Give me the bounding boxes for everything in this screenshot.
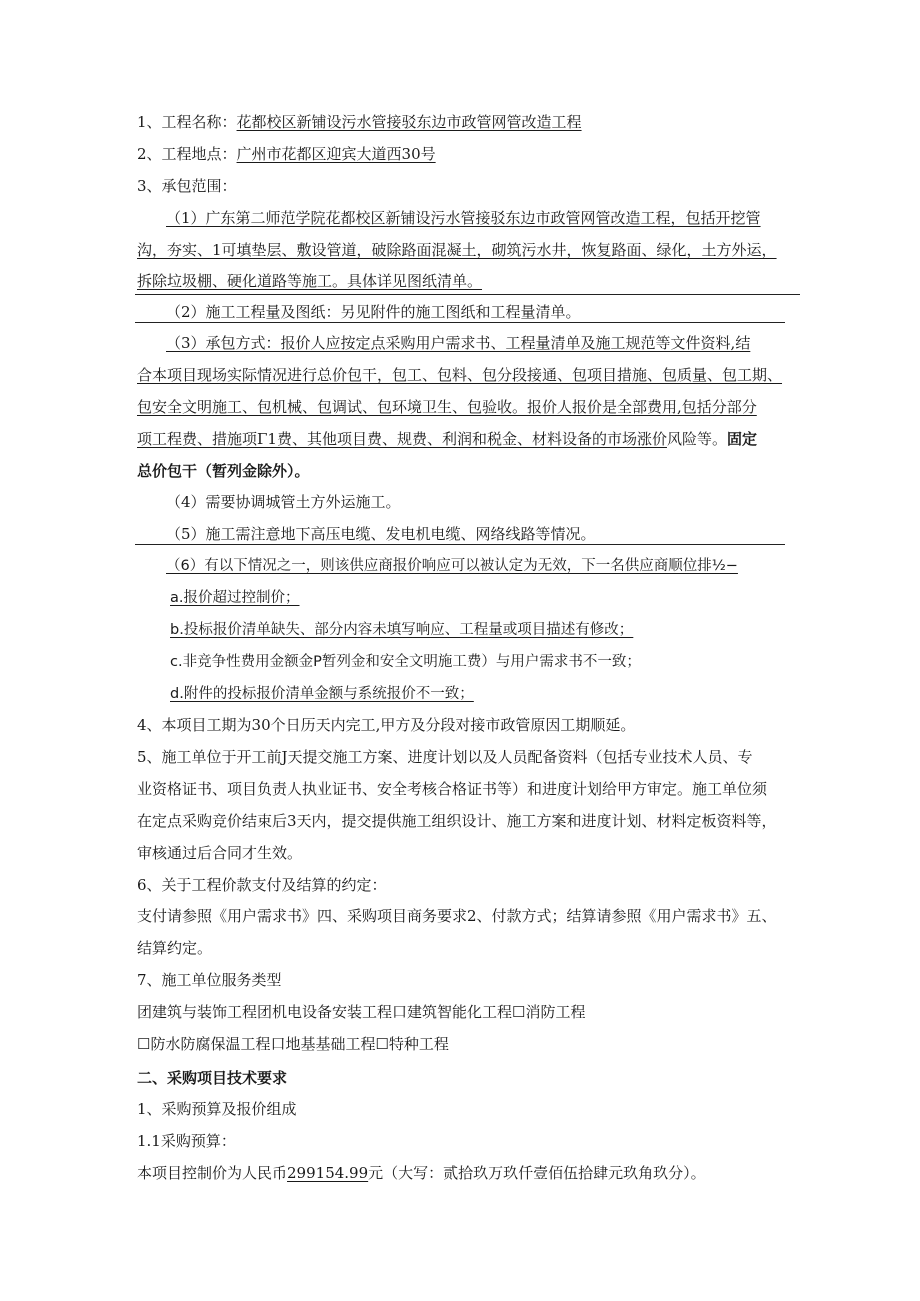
scope-p3-line4 xyxy=(137,429,757,449)
item-plan-line1: 5、施工单位于开工前J天提交施工方案、进度计划以及人员配备资料（包括专业技术人员、专 xyxy=(137,748,753,766)
underline-rule xyxy=(135,294,800,295)
budget-amount: 299154.99 xyxy=(287,1164,369,1182)
scope-p6b: b.投标报价清单缺失、部分内容未填写响应、工程量或项目描述有修改； xyxy=(170,622,634,638)
item-plan-line4: 审核通过后合同才生效。 xyxy=(137,844,303,862)
item-scope-title: 3、承包范围： xyxy=(137,177,237,195)
scope-p3-bold2: 总价包干（暂列金除外）。 xyxy=(137,462,310,480)
item-plan-line3: 在定点采购竞价结束后3天内，提交提供施工组织设计、施工方案和进度计划、材料定板资料等， xyxy=(137,812,777,830)
budget-statement xyxy=(137,1163,706,1183)
budget-prefix: 本项目控制价为人民币 xyxy=(137,1164,288,1182)
scope-p3-line2: 合本项目现场实际情况进行总价包干，包工、包料、包分段接通、包项目措施、包质量、包工期、 xyxy=(137,366,783,384)
budget-suffix: 元（大写：贰拾玖万玖仟壹佰伍拾肆元玖角玖分）。 xyxy=(368,1164,706,1182)
item-project-name xyxy=(137,112,582,132)
item-project-name-value: 花都校区新铺设污水管接驳东边市政管网管改造工程 xyxy=(236,113,582,131)
budget-subsubheading: 1.1采购预算： xyxy=(137,1132,236,1150)
scope-p6a: a.报价超过控制价； xyxy=(170,590,300,606)
item-plan-line2: 业资格证书、项目负责人执业证书、安全考核合格证书等）和进度计划给甲方审定。施工单位须 xyxy=(137,780,768,798)
item-project-location xyxy=(137,144,436,164)
item-project-location-value: 广州市花都区迎宾大道西30号 xyxy=(236,145,436,163)
service-type-row2: ☐防水防腐保温工程口地基基础工程☐特种工程 xyxy=(137,1035,449,1053)
scope-p1-line2: 沟，夯实、1可填垫层、敷设管道，破除路面混凝土，砌筑污水井，恢复路面、绿化，土方外运， xyxy=(137,241,777,259)
item-duration: 4、本项目工期为30个日历天内完工,甲方及分段对接市政管原因工期顺延。 xyxy=(137,716,636,734)
underline-rule xyxy=(135,544,785,545)
item-payment-line1: 支付请参照《用户需求书》四、采购项目商务要求2、付款方式；结算请参照《用户需求书》五、 xyxy=(137,907,777,925)
scope-p5: （5）施工需注意地下高压电缆、发电机电缆、网络线路等情况。 xyxy=(166,525,596,543)
scope-p4: （4）需要协调城管土方外运施工。 xyxy=(166,493,401,511)
service-type-row1: 团建筑与装饰工程团机电设备安装工程口建筑智能化工程☐消防工程 xyxy=(137,1003,586,1021)
scope-p3-bold1: 固定 xyxy=(726,430,757,448)
scope-p3-tail: 风险等。 xyxy=(666,430,727,448)
section-heading: 二、采购项目技术要求 xyxy=(137,1069,288,1087)
item-project-name-label: 1、工程名称： xyxy=(137,113,237,131)
scope-p2: （2）施工工程量及图纸：另见附件的施工图纸和工程量清单。 xyxy=(166,303,581,321)
underline-rule xyxy=(135,322,785,323)
scope-p3-line3: 包安全文明施工、包机械、包调试、包环境卫生、包验收。报价人报价是全部费用,包括分部分 xyxy=(137,398,757,416)
scope-p3-line1: （3）承包方式：报价人应按定点采购用户需求书、工程量清单及施工规范等文件资料,结 xyxy=(166,334,751,352)
scope-p3-line4-text: 项工程费、措施项Γ1费、其他项目费、规费、利润和税金、材料设备的市场涨价 xyxy=(137,430,667,448)
item-payment-line2: 结算约定。 xyxy=(137,939,213,957)
item-project-location-label: 2、工程地点： xyxy=(137,145,237,163)
scope-p6d: d.附件的投标报价清单金额与系统报价不一致； xyxy=(170,686,474,702)
budget-subheading: 1、采购预算及报价组成 xyxy=(137,1100,297,1118)
scope-p1-line1: （1）广东第二师范学院花都校区新铺设污水管接驳东边市政管网管改造工程，包括开挖管 xyxy=(166,209,761,227)
scope-p1-line3: 拆除垃圾棚、硬化道路等施工。具体详见图纸清单。 xyxy=(137,272,483,290)
item-payment-title: 6、关于工程价款支付及结算的约定： xyxy=(137,876,387,894)
scope-p6: （6）有以下情况之一，则该供应商报价响应可以被认定为无效，下一名供应商顺位排½− xyxy=(166,558,738,574)
scope-p6c: c.非竞争性费用金额金P暂列金和安全文明施工费）与用户需求书不一致； xyxy=(170,654,641,670)
item-service-type-title: 7、施工单位服务类型 xyxy=(137,971,282,989)
